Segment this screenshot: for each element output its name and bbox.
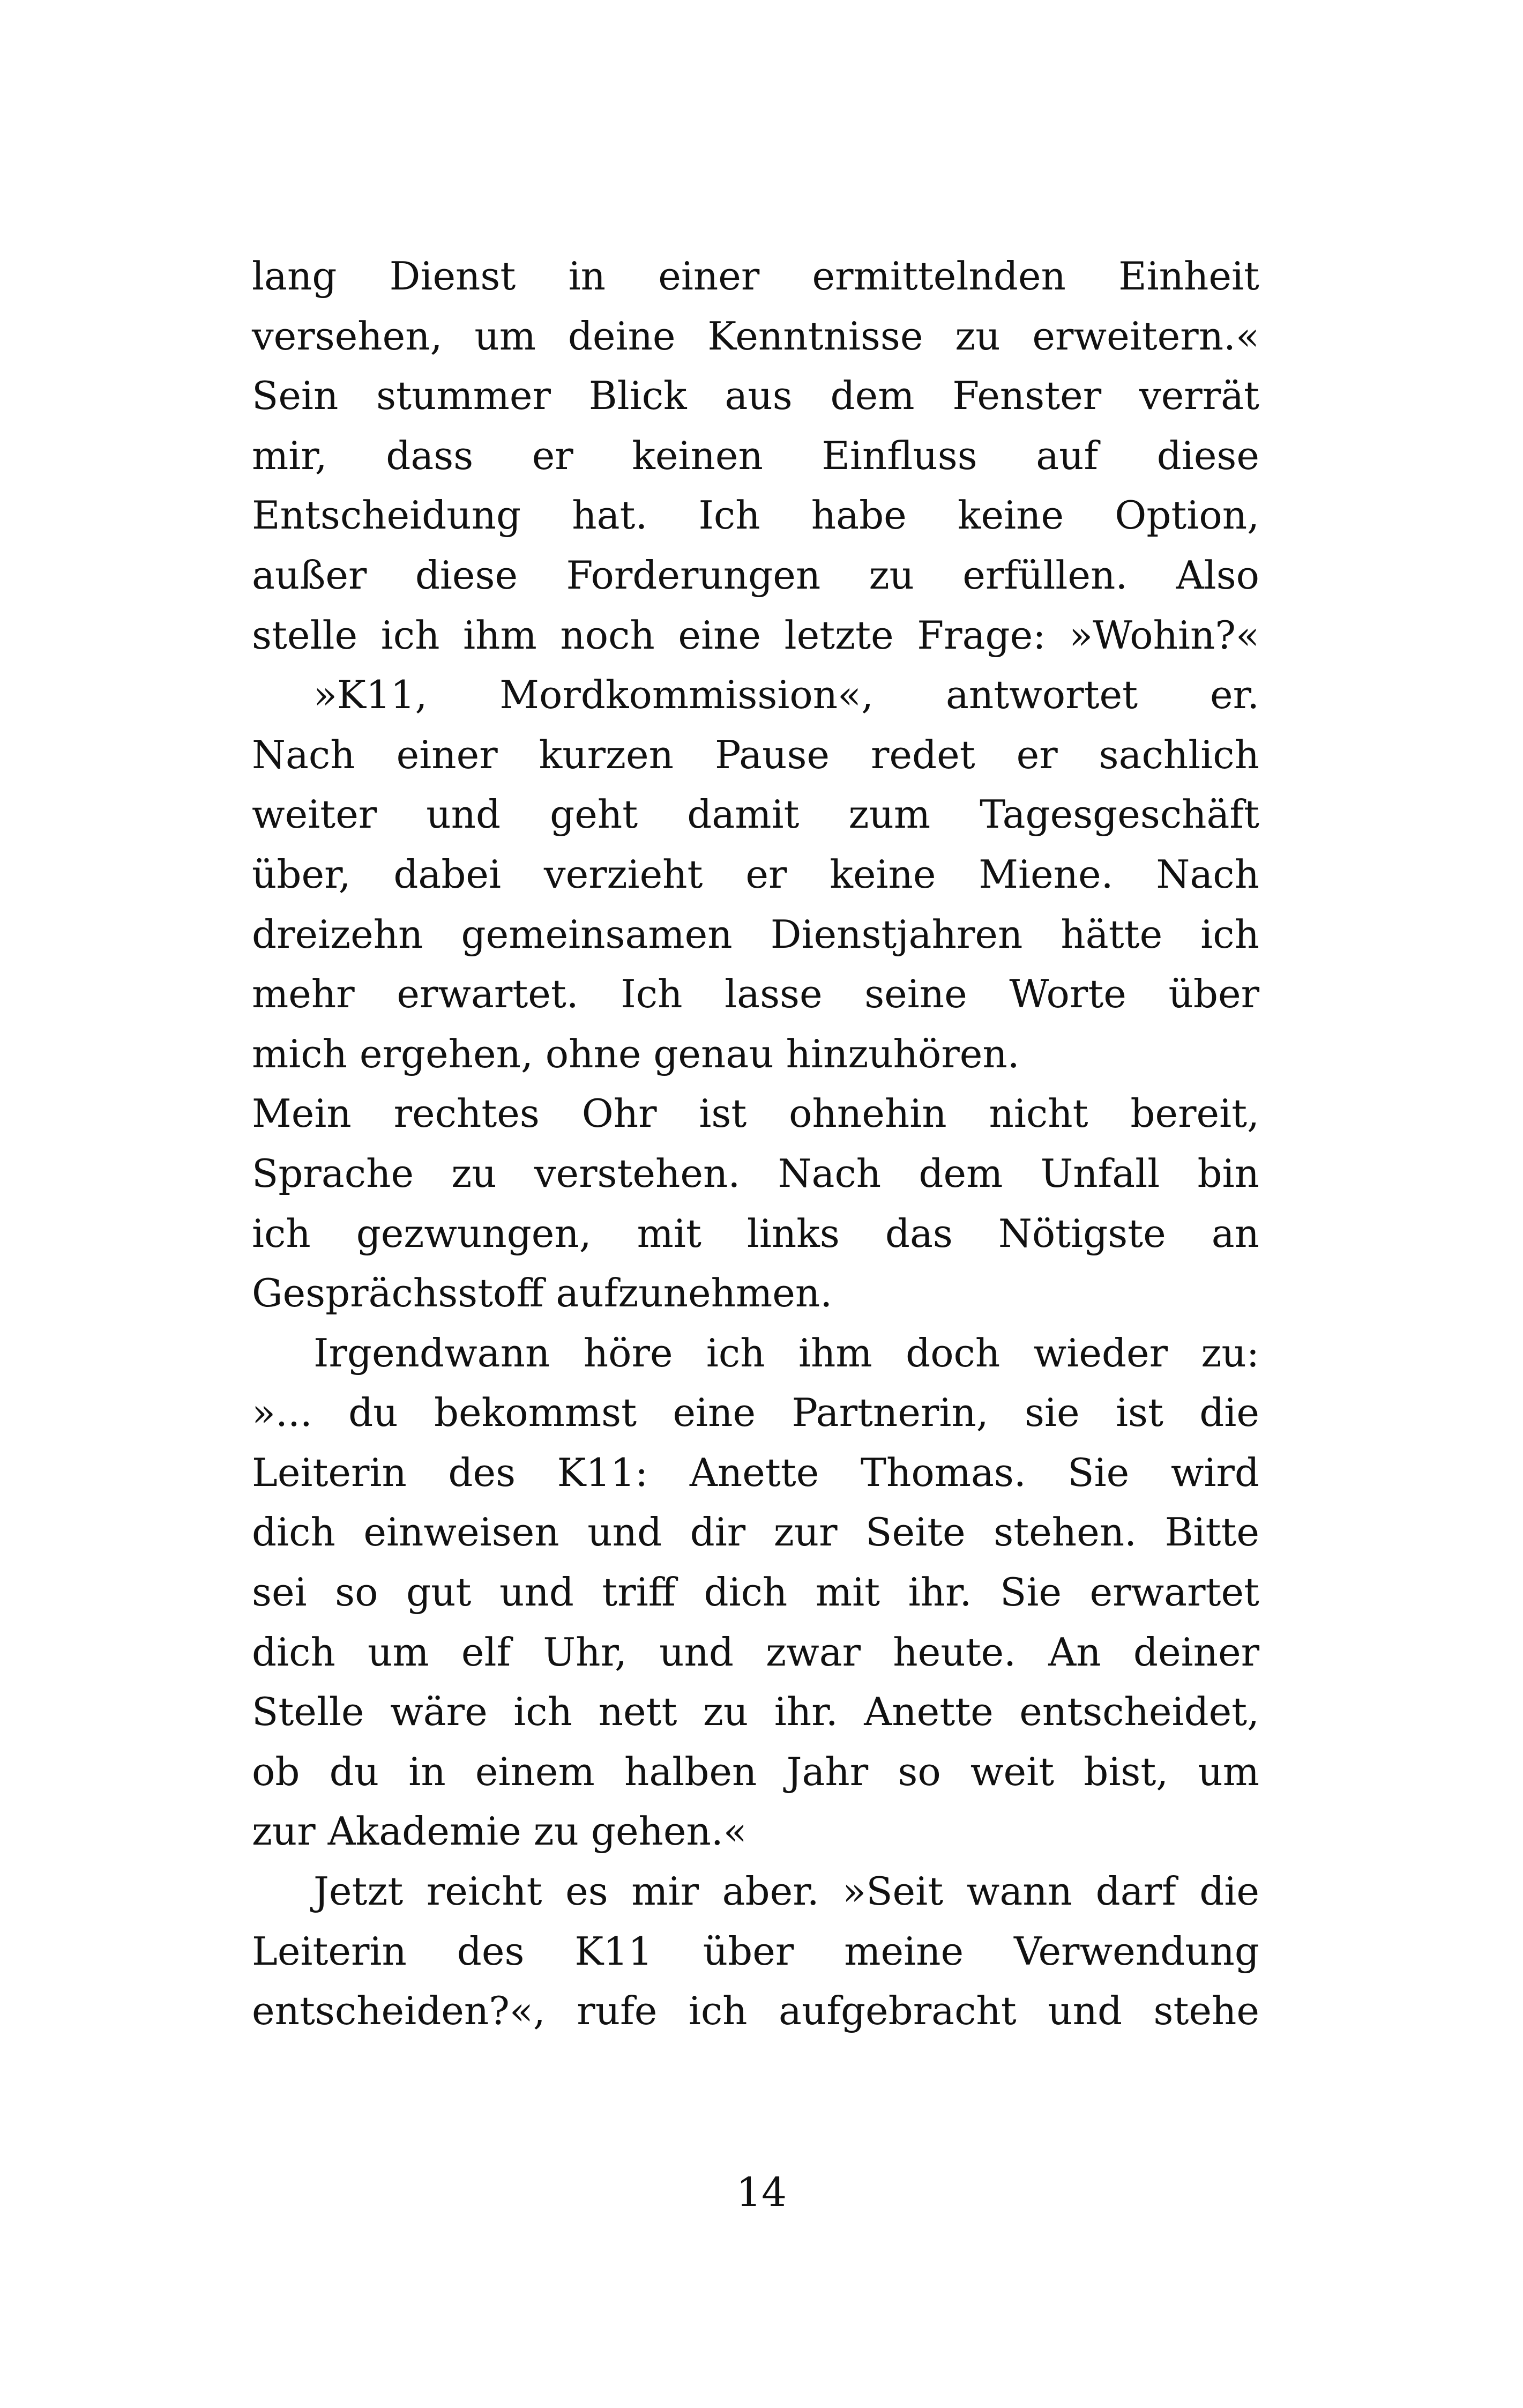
text-line: über, dabei verzieht er keine Miene. Nach [252, 851, 1259, 897]
text-line: ob du in einem halben Jahr so weit bist, um [252, 1749, 1259, 1794]
text-line: versehen, um deine Kenntnisse zu erweitern.« [252, 313, 1259, 359]
text-line: sei so gut und triff dich mit ihr. Sie erwartet [252, 1570, 1259, 1615]
text-line: zur Akademie zu gehen.« [252, 1809, 747, 1854]
text-line: Sein stummer Blick aus dem Fenster verrät [252, 373, 1259, 419]
text-line: Stelle wäre ich nett zu ihr. Anette entscheidet, [252, 1689, 1259, 1735]
text-line: Entscheidung hat. Ich habe keine Option, [252, 493, 1259, 538]
text-line: weiter und geht damit zum Tagesgeschäft [252, 792, 1259, 837]
text-line: dich um elf Uhr, und zwar heute. An deiner [252, 1629, 1259, 1675]
body-text [252, 247, 1259, 2041]
text-line: »... du bekommst eine Partnerin, sie ist die [252, 1390, 1259, 1436]
text-line: Sprache zu verstehen. Nach dem Unfall bin [252, 1150, 1259, 1196]
text-line: lang Dienst in einer ermittelnden Einheit [252, 254, 1259, 299]
page-number: 14 [736, 2169, 787, 2216]
text-line: mich ergehen, ohne genau hinzuhören. [252, 1031, 1020, 1076]
text-line: Jetzt reicht es mir aber. »Seit wann darf die [313, 1869, 1259, 1914]
text-line: Mein rechtes Ohr ist ohnehin nicht bereit, [252, 1091, 1259, 1136]
text-line: »K11, Mordkommission«, antwortet er. [313, 672, 1259, 718]
text-line: Nach einer kurzen Pause redet er sachlich [252, 732, 1259, 777]
text-line: dich einweisen und dir zur Seite stehen. Bitte [252, 1510, 1259, 1555]
text-line: dreizehn gemeinsamen Dienstjahren hätte ich [252, 911, 1259, 957]
text-line: entscheiden?«, rufe ich aufgebracht und stehe [252, 1988, 1259, 2034]
text-line: Gesprächsstoff aufzunehmen. [252, 1270, 833, 1316]
text-line: Leiterin des K11: Anette Thomas. Sie wird [252, 1450, 1259, 1495]
text-line: Leiterin des K11 über meine Verwendung [252, 1928, 1259, 1974]
text-line: mehr erwartet. Ich lasse seine Worte über [252, 971, 1259, 1017]
text-line: stelle ich ihm noch eine letzte Frage: »Wohin?« [252, 612, 1259, 658]
text-line: außer diese Forderungen zu erfüllen. Also [252, 552, 1259, 598]
text-line: mir, dass er keinen Einfluss auf diese [252, 433, 1259, 478]
text-line: ich gezwungen, mit links das Nötigste an [252, 1210, 1259, 1256]
text-line: Irgendwann höre ich ihm doch wieder zu: [313, 1330, 1259, 1376]
